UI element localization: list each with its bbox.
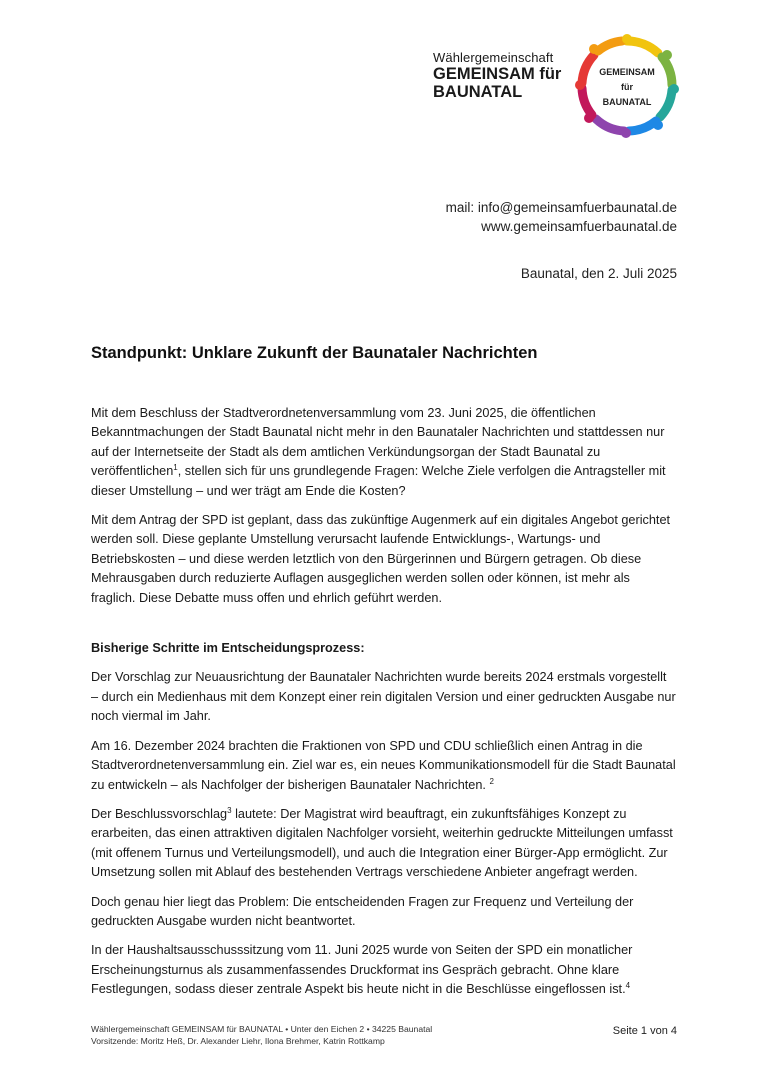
logo-emblem: [574, 33, 680, 139]
emblem-text-bottom: BAUNATAL: [602, 97, 652, 107]
footnote-ref-3: 3: [227, 805, 232, 815]
letter-date: Baunatal, den 2. Juli 2025: [520, 266, 677, 281]
footnote-ref-4: 4: [625, 980, 631, 990]
contact-mail[interactable]: mail: info@gemeinsamfuerbaunatal.de: [445, 200, 677, 215]
paragraph-2: Mit dem Antrag der SPD ist geplant, dass das zukünftige Augenmerk auf ein digitales Angebot gerichtet werden soll. Diese geplante Umstellung verursacht laufende Entwicklungs-, Wartungs- und Betriebskosten – und diese werden letztlich von den Bürgerinnen und Bürgern getragen. Ob diese Mehrausgaben durch reduzierte Auflagen ausgeglichen werden sollen oder können, ist mehr als fraglich. Diese Debatte muss offen und ehrlich geführt werden.: [91, 513, 671, 605]
footnote-ref-2: 2: [489, 776, 494, 786]
paragraph-3: Der Vorschlag zur Neuausrichtung der Baunataler Nachrichten wurde bereits 2024 erstmals vorgestellt – durch ein Medienhaus mit dem Konzept einer rein digitalen Version und einer gedruckten Ausgabe nur noch viermal im Jahr.: [91, 670, 676, 724]
document-title: Standpunkt: Unklare Zukunft der Baunataler Nachrichten: [91, 344, 538, 362]
footer-board: Vorsitzende: Moritz Heß, Dr. Alexander Liehr, Ilona Brehmer, Katrin Rottkamp: [91, 1035, 385, 1046]
emblem-text-top: GEMEINSAM: [599, 67, 655, 77]
logo-line-3: BAUNATAL: [433, 82, 523, 101]
logo-wordmark: [433, 51, 568, 100]
section-heading: Bisherige Schritte im Entscheidungsprozess:: [91, 641, 365, 656]
paragraph-1: Mit dem Beschluss der Stadtverordnetenversammlung vom 23. Juni 2025, die öffentlichen Bekanntmachungen der Stadt Baunatal nicht mehr in den Baunataler Nachrichten und stattdessen nur auf der Internetseite der Stadt als dem amtlichen Verkündungsorgan der Stadt Baunatal zu veröffentlichen$^1$, stellen sich für uns grundlegende Fragen: Welche Ziele verfolgen die Antragsteller mit dieser Umstellung – und wer trägt am Ende die Kosten?: [91, 406, 666, 498]
paragraph-7: In der Haushaltsausschusssitzung vom 11. Juni 2025 wurde von Seiten der SPD ein monatlicher Erscheinungsturnus als zusammenfassendes Druckformat ins Gespräch gebracht. Ohne klare Festlegungen, sodass dieser zentrale Aspekt bis heute nicht in die Beschlüsse eingeflossen ist.$^4$: [91, 943, 633, 997]
paragraph-6: Doch genau hier liegt das Problem: Die entscheidenden Fragen zur Frequenz und Verteilung der gedruckten Ausgabe wurden nicht beantwortet.: [91, 894, 634, 928]
emblem-text-mid: für: [621, 82, 633, 92]
document-body: [91, 404, 677, 1010]
logo-line-1: Wählergemeinschaft: [433, 50, 554, 65]
contact-block: [446, 198, 677, 236]
footnote-ref-1: 1: [173, 462, 178, 472]
paragraph-5: Der Beschlussvorschlag$^3$ lautete: Der Magistrat wird beauftragt, ein zukunftsfähiges Konzept zu erarbeiten, das einen attraktiven digitalen Nachfolger vorsieht, weiterhin gedruckte Mitteilungen umfasst (mit offenem Turnus und Verteilungsmodell), und auch die Integration einer Bürger-App ermöglicht. Zur Umsetzung sollen mit Ablauf des bestehenden Vertrags verschiedene Anbieter angefragt werden.: [91, 805, 673, 880]
footer-address: Wählergemeinschaft GEMEINSAM für BAUNATAL • Unter den Eichen 2 • 34225 Baunatal: [91, 1024, 433, 1034]
paragraph-4: Am 16. Dezember 2024 brachten die Fraktionen von SPD und CDU schließlich einen Antrag in die Stadtverordnetenversammlung ein. Ziel war es, ein neues Kommunikationsmodell für die Stadt Baunatal zu entwickeln – als Nachfolger der bisherigen Baunataler Nachrichten. $^2$: [91, 738, 676, 792]
page-number: Seite 1 von 4: [612, 1025, 677, 1037]
page-footer: [91, 1024, 677, 1047]
logo-line-2: GEMEINSAM für: [433, 65, 562, 83]
contact-web[interactable]: www.gemeinsamfuerbaunatal.de: [481, 219, 677, 234]
